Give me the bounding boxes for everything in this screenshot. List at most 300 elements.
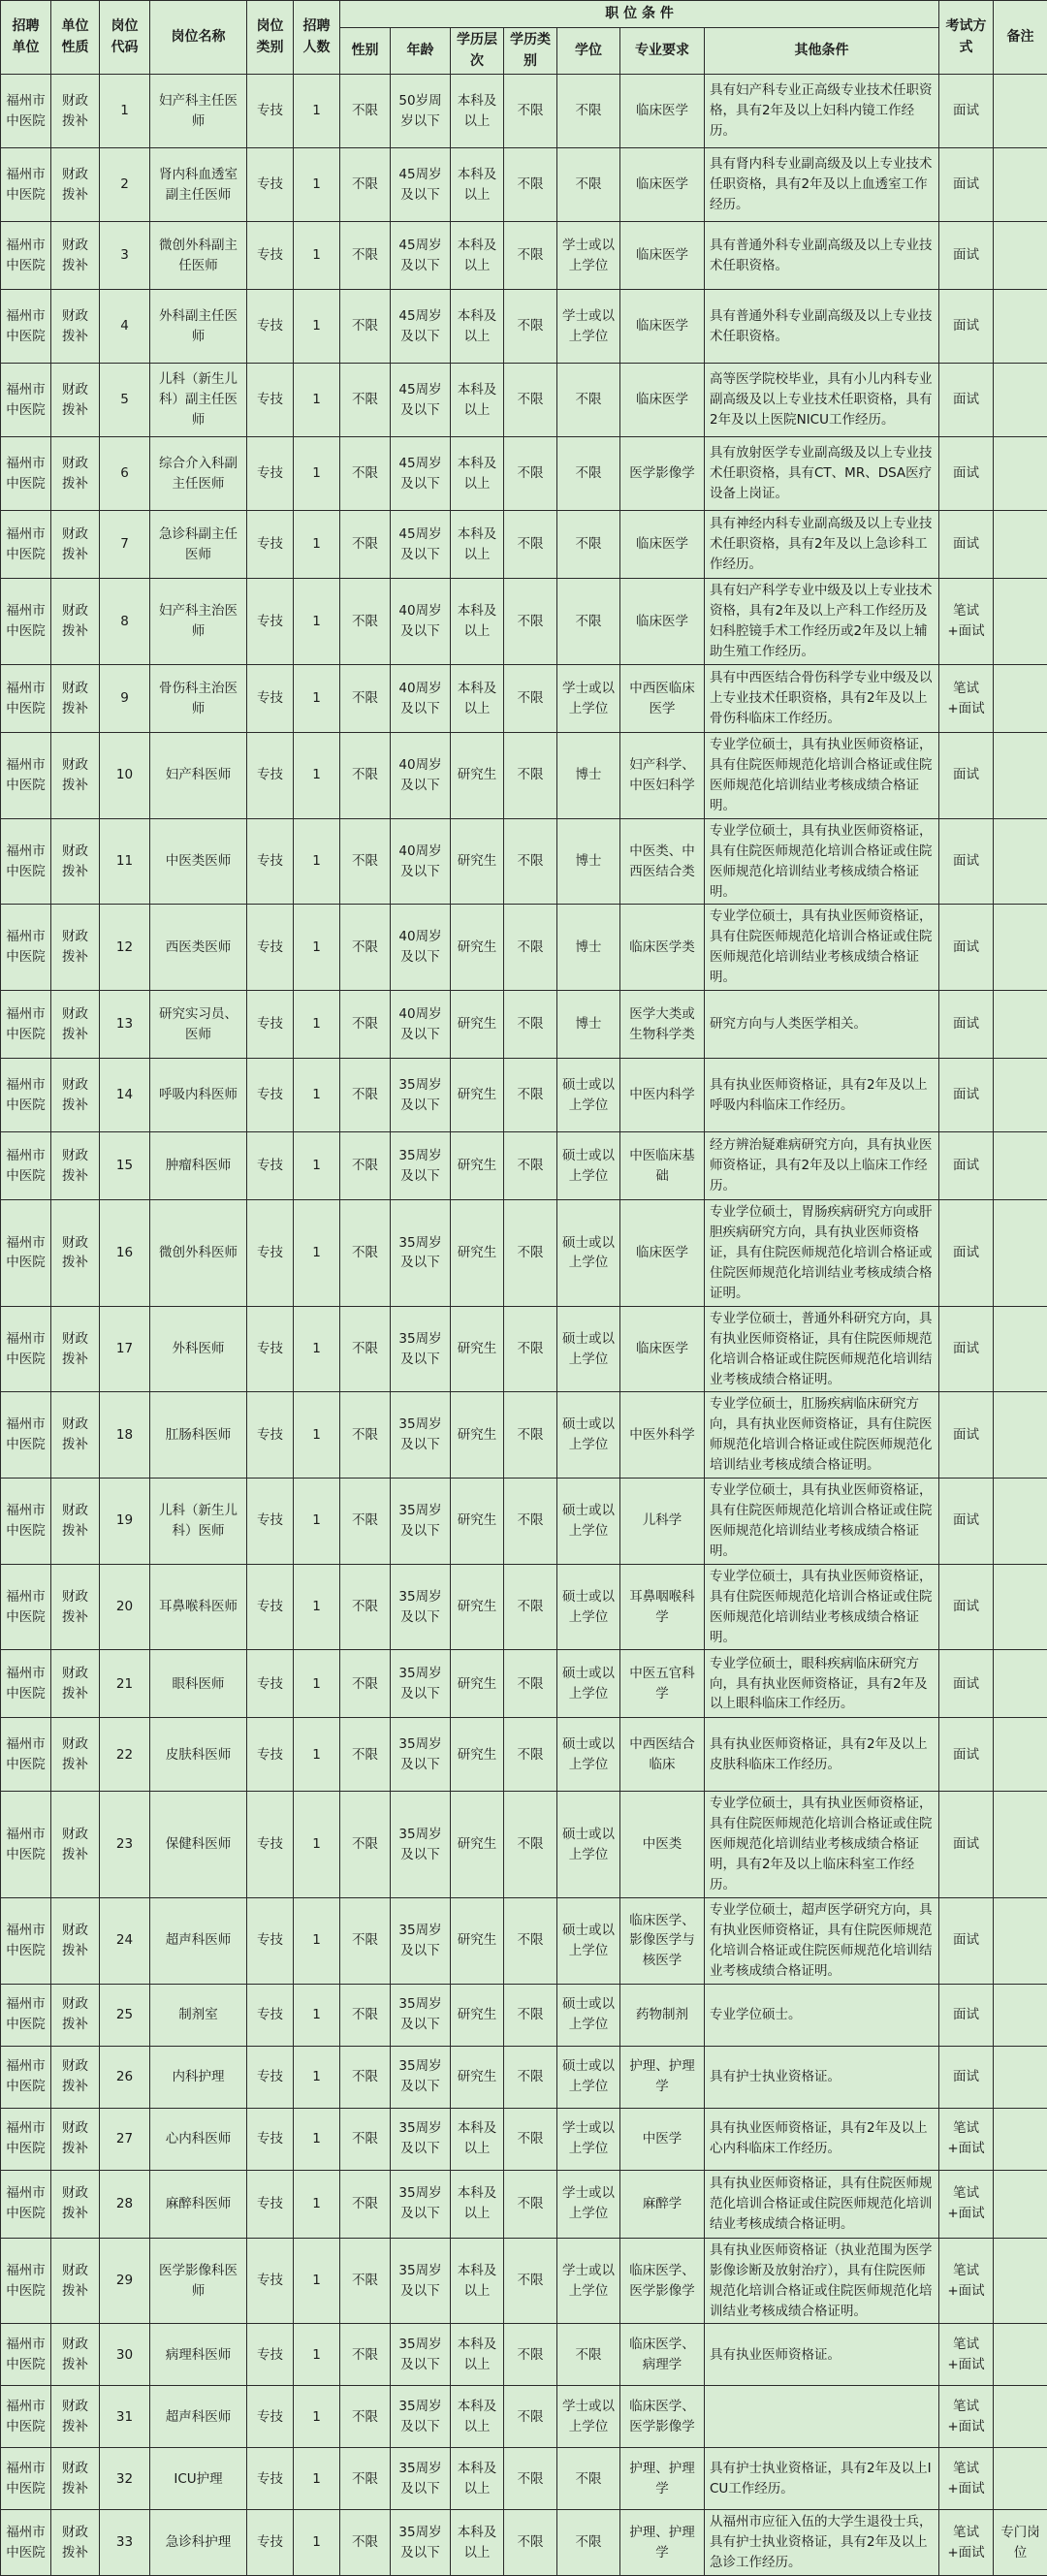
cell-remark [994, 818, 1047, 905]
cell-code: 13 [100, 991, 150, 1059]
cell-age: 35周岁及以下 [391, 1718, 451, 1792]
table-row [1, 1564, 1047, 1650]
cell-count: 1 [294, 665, 340, 733]
table-row [1, 2238, 1047, 2324]
cell-edu-category: 不限 [504, 290, 557, 364]
table-row [1, 1984, 1047, 2046]
cell-remark [994, 991, 1047, 1059]
cell-degree: 学士或以上学位 [557, 665, 620, 733]
cell-name: 儿科（新生儿科）副主任医师 [150, 364, 247, 437]
cell-other: 专业学位硕士，肛肠疾病临床研究方向，具有执业医师资格证，具有住院医师规范化培训合格证或住院医师规范化培训结业考核成绩合格证明。 [705, 1392, 939, 1479]
cell-code: 20 [100, 1564, 150, 1650]
cell-degree: 不限 [557, 148, 620, 222]
cell-gender: 不限 [340, 1132, 391, 1200]
cell-gender: 不限 [340, 1792, 391, 1898]
cell-gender: 不限 [340, 364, 391, 437]
cell-other: 专业学位硕士，普通外科研究方向，具有执业医师资格证，具有住院医师规范化培训合格证或住院医师规范化培训结业考核成绩合格证明。 [705, 1306, 939, 1392]
cell-nature: 财政拨补 [51, 2448, 100, 2510]
cell-education: 本科及以上 [451, 2448, 504, 2510]
cell-exam: 面试 [939, 148, 994, 222]
cell-edu-category: 不限 [504, 511, 557, 579]
cell-exam: 面试 [939, 364, 994, 437]
cell-code: 19 [100, 1479, 150, 1565]
cell-unit: 福州市中医院 [1, 148, 51, 222]
cell-education: 研究生 [451, 1132, 504, 1200]
cell-gender: 不限 [340, 1306, 391, 1392]
cell-age: 35周岁及以下 [391, 2108, 451, 2170]
cell-remark [994, 290, 1047, 364]
cell-education: 本科及以上 [451, 2238, 504, 2324]
cell-age: 35周岁及以下 [391, 1650, 451, 1718]
header-degree: 学位 [557, 28, 620, 75]
cell-category: 专技 [247, 2386, 294, 2448]
cell-exam: 面试 [939, 1718, 994, 1792]
cell-remark [994, 579, 1047, 665]
cell-degree: 不限 [557, 511, 620, 579]
cell-remark [994, 733, 1047, 819]
cell-count: 1 [294, 905, 340, 991]
cell-exam: 面试 [939, 1564, 994, 1650]
cell-education: 研究生 [451, 1059, 504, 1132]
cell-other: 具有普通外科专业副高级及以上专业技术任职资格。 [705, 222, 939, 290]
cell-category: 专技 [247, 2510, 294, 2576]
cell-education: 本科及以上 [451, 2510, 504, 2576]
cell-edu-category: 不限 [504, 2448, 557, 2510]
cell-other: 专业学位硕士。 [705, 1984, 939, 2046]
cell-other: 具有执业医师资格证，具有住院医师规范化培训合格证或住院医师规范化培训结业考核成绩合格证明。 [705, 2170, 939, 2238]
cell-major: 中西医结合临床 [620, 1718, 705, 1792]
cell-other: 具有中西医结合骨伤科学专业中级及以上专业技术任职资格，具有2年及以上骨伤科临床工作经历。 [705, 665, 939, 733]
cell-code: 26 [100, 2046, 150, 2108]
table-row [1, 222, 1047, 290]
cell-remark [994, 1200, 1047, 1307]
table-row [1, 991, 1047, 1059]
cell-count: 1 [294, 991, 340, 1059]
cell-category: 专技 [247, 364, 294, 437]
cell-count: 1 [294, 2386, 340, 2448]
cell-gender: 不限 [340, 1984, 391, 2046]
table-row [1, 1898, 1047, 1985]
cell-code: 17 [100, 1306, 150, 1392]
cell-age: 35周岁及以下 [391, 1200, 451, 1307]
table-row [1, 818, 1047, 905]
cell-unit: 福州市中医院 [1, 2510, 51, 2576]
cell-edu-category: 不限 [504, 905, 557, 991]
cell-nature: 财政拨补 [51, 75, 100, 148]
cell-gender: 不限 [340, 437, 391, 511]
cell-code: 31 [100, 2386, 150, 2448]
cell-code: 5 [100, 364, 150, 437]
cell-other: 具有妇产科专业正高级专业技术任职资格，具有2年及以上妇科内镜工作经历。 [705, 75, 939, 148]
cell-other: 专业学位硕士，具有执业医师资格证，具有住院医师规范化培训合格证或住院医师规范化培训结业考核成绩合格证明，具有2年及以上临床科室工作经历。 [705, 1792, 939, 1898]
cell-major: 中医临床基础 [620, 1132, 705, 1200]
cell-category: 专技 [247, 1792, 294, 1898]
cell-age: 35周岁及以下 [391, 1984, 451, 2046]
cell-nature: 财政拨补 [51, 818, 100, 905]
table-row [1, 2170, 1047, 2238]
cell-exam: 笔试+面试 [939, 665, 994, 733]
cell-age: 45周岁及以下 [391, 511, 451, 579]
table-row [1, 2510, 1047, 2576]
cell-edu-category: 不限 [504, 1479, 557, 1565]
cell-other: 具有护士执业资格证。 [705, 2046, 939, 2108]
cell-exam: 面试 [939, 1059, 994, 1132]
cell-unit: 福州市中医院 [1, 290, 51, 364]
cell-exam: 面试 [939, 511, 994, 579]
cell-education: 研究生 [451, 1718, 504, 1792]
cell-other [705, 2386, 939, 2448]
cell-category: 专技 [247, 2324, 294, 2386]
cell-age: 35周岁及以下 [391, 1392, 451, 1479]
cell-count: 1 [294, 148, 340, 222]
cell-name: 医学影像科医师 [150, 2238, 247, 2324]
cell-remark [994, 2324, 1047, 2386]
cell-gender: 不限 [340, 222, 391, 290]
cell-edu-category: 不限 [504, 665, 557, 733]
cell-other: 具有执业医师资格证。 [705, 2324, 939, 2386]
cell-major: 中医类、中西医结合类 [620, 818, 705, 905]
cell-category: 专技 [247, 905, 294, 991]
cell-count: 1 [294, 733, 340, 819]
cell-degree: 不限 [557, 2510, 620, 2576]
cell-count: 1 [294, 1479, 340, 1565]
cell-edu-category: 不限 [504, 1306, 557, 1392]
cell-remark [994, 2108, 1047, 2170]
cell-education: 研究生 [451, 1306, 504, 1392]
cell-unit: 福州市中医院 [1, 2238, 51, 2324]
cell-gender: 不限 [340, 2324, 391, 2386]
cell-degree: 学士或以上学位 [557, 290, 620, 364]
table-row [1, 1132, 1047, 1200]
cell-name: 心内科医师 [150, 2108, 247, 2170]
cell-count: 1 [294, 1564, 340, 1650]
cell-gender: 不限 [340, 665, 391, 733]
cell-exam: 面试 [939, 733, 994, 819]
cell-exam: 面试 [939, 1132, 994, 1200]
cell-unit: 福州市中医院 [1, 818, 51, 905]
cell-education: 本科及以上 [451, 364, 504, 437]
cell-remark [994, 665, 1047, 733]
cell-gender: 不限 [340, 818, 391, 905]
cell-name: 超声科医师 [150, 2386, 247, 2448]
cell-remark [994, 1792, 1047, 1898]
cell-degree: 博士 [557, 905, 620, 991]
cell-age: 35周岁及以下 [391, 1132, 451, 1200]
cell-exam: 笔试+面试 [939, 2170, 994, 2238]
cell-education: 本科及以上 [451, 665, 504, 733]
cell-code: 9 [100, 665, 150, 733]
cell-code: 7 [100, 511, 150, 579]
cell-major: 临床医学、医学影像学 [620, 2386, 705, 2448]
cell-exam: 笔试+面试 [939, 2324, 994, 2386]
cell-unit: 福州市中医院 [1, 1898, 51, 1985]
cell-name: 超声科医师 [150, 1898, 247, 1985]
cell-education: 研究生 [451, 991, 504, 1059]
cell-gender: 不限 [340, 1479, 391, 1565]
header-major: 专业要求 [620, 28, 705, 75]
cell-degree: 不限 [557, 2448, 620, 2510]
cell-count: 1 [294, 2324, 340, 2386]
cell-exam: 面试 [939, 1479, 994, 1565]
cell-unit: 福州市中医院 [1, 733, 51, 819]
table-row [1, 1792, 1047, 1898]
cell-education: 本科及以上 [451, 75, 504, 148]
cell-education: 本科及以上 [451, 148, 504, 222]
cell-education: 研究生 [451, 2046, 504, 2108]
cell-major: 妇产科学、中医妇科学 [620, 733, 705, 819]
cell-unit: 福州市中医院 [1, 1718, 51, 1792]
cell-edu-category: 不限 [504, 148, 557, 222]
cell-exam: 面试 [939, 1984, 994, 2046]
cell-nature: 财政拨补 [51, 1392, 100, 1479]
cell-name: 保健科医师 [150, 1792, 247, 1898]
cell-other: 具有护士执业资格证，具有2年及以上ICU工作经历。 [705, 2448, 939, 2510]
cell-category: 专技 [247, 2046, 294, 2108]
cell-edu-category: 不限 [504, 1059, 557, 1132]
cell-degree: 硕士或以上学位 [557, 1306, 620, 1392]
cell-count: 1 [294, 222, 340, 290]
cell-edu-category: 不限 [504, 2324, 557, 2386]
table-row [1, 905, 1047, 991]
cell-age: 40周岁及以下 [391, 579, 451, 665]
cell-major: 中西医临床医学 [620, 665, 705, 733]
cell-nature: 财政拨补 [51, 1564, 100, 1650]
cell-nature: 财政拨补 [51, 1200, 100, 1307]
cell-code: 6 [100, 437, 150, 511]
cell-code: 32 [100, 2448, 150, 2510]
cell-count: 1 [294, 1718, 340, 1792]
cell-other: 专业学位硕士，具有执业医师资格证，具有住院医师规范化培训合格证或住院医师规范化培训结业考核成绩合格证明。 [705, 818, 939, 905]
cell-name: 儿科（新生儿科）医师 [150, 1479, 247, 1565]
cell-degree: 博士 [557, 733, 620, 819]
cell-code: 4 [100, 290, 150, 364]
cell-remark [994, 1306, 1047, 1392]
cell-nature: 财政拨补 [51, 1306, 100, 1392]
cell-edu-category: 不限 [504, 2386, 557, 2448]
cell-nature: 财政拨补 [51, 1718, 100, 1792]
table-row [1, 75, 1047, 148]
cell-unit: 福州市中医院 [1, 579, 51, 665]
cell-major: 护理、护理学 [620, 2510, 705, 2576]
cell-remark [994, 1132, 1047, 1200]
cell-nature: 财政拨补 [51, 1650, 100, 1718]
table-row [1, 1306, 1047, 1392]
cell-exam: 面试 [939, 1306, 994, 1392]
cell-age: 40周岁及以下 [391, 733, 451, 819]
cell-major: 临床医学 [620, 579, 705, 665]
cell-age: 35周岁及以下 [391, 2324, 451, 2386]
cell-age: 35周岁及以下 [391, 2238, 451, 2324]
cell-gender: 不限 [340, 511, 391, 579]
cell-name: 妇产科主任医师 [150, 75, 247, 148]
cell-major: 中医内科学 [620, 1059, 705, 1132]
cell-category: 专技 [247, 818, 294, 905]
cell-code: 3 [100, 222, 150, 290]
cell-category: 专技 [247, 665, 294, 733]
cell-category: 专技 [247, 511, 294, 579]
cell-exam: 笔试+面试 [939, 2448, 994, 2510]
cell-unit: 福州市中医院 [1, 1984, 51, 2046]
cell-edu-category: 不限 [504, 1392, 557, 1479]
cell-gender: 不限 [340, 1200, 391, 1307]
cell-major: 儿科学 [620, 1479, 705, 1565]
cell-exam: 笔试+面试 [939, 2510, 994, 2576]
cell-name: 外科医师 [150, 1306, 247, 1392]
cell-unit: 福州市中医院 [1, 222, 51, 290]
cell-exam: 笔试+面试 [939, 579, 994, 665]
cell-category: 专技 [247, 1898, 294, 1985]
cell-code: 27 [100, 2108, 150, 2170]
cell-major: 临床医学 [620, 511, 705, 579]
cell-unit: 福州市中医院 [1, 1479, 51, 1565]
header-nature: 单位性质 [51, 1, 100, 75]
cell-exam: 面试 [939, 905, 994, 991]
table-row [1, 364, 1047, 437]
header-remark: 备注 [994, 1, 1047, 75]
cell-major: 临床医学 [620, 1200, 705, 1307]
cell-remark [994, 2046, 1047, 2108]
cell-category: 专技 [247, 991, 294, 1059]
cell-remark [994, 905, 1047, 991]
cell-major: 临床医学、医学影像学 [620, 2238, 705, 2324]
cell-edu-category: 不限 [504, 1718, 557, 1792]
cell-count: 1 [294, 2238, 340, 2324]
cell-exam: 面试 [939, 222, 994, 290]
cell-exam: 笔试+面试 [939, 2108, 994, 2170]
cell-category: 专技 [247, 733, 294, 819]
cell-category: 专技 [247, 148, 294, 222]
cell-code: 22 [100, 1718, 150, 1792]
cell-nature: 财政拨补 [51, 1898, 100, 1985]
cell-category: 专技 [247, 579, 294, 665]
cell-name: 妇产科主治医师 [150, 579, 247, 665]
cell-nature: 财政拨补 [51, 290, 100, 364]
cell-major: 耳鼻咽喉科学 [620, 1564, 705, 1650]
cell-unit: 福州市中医院 [1, 1059, 51, 1132]
cell-nature: 财政拨补 [51, 2238, 100, 2324]
cell-other: 具有肾内科专业副高级及以上专业技术任职资格，具有2年及以上血透室工作经历。 [705, 148, 939, 222]
cell-remark [994, 364, 1047, 437]
header-exam: 考试方式 [939, 1, 994, 75]
cell-remark [994, 511, 1047, 579]
cell-gender: 不限 [340, 2170, 391, 2238]
cell-code: 1 [100, 75, 150, 148]
cell-nature: 财政拨补 [51, 1132, 100, 1200]
cell-remark [994, 1392, 1047, 1479]
table-row [1, 2324, 1047, 2386]
cell-nature: 财政拨补 [51, 1792, 100, 1898]
cell-name: 制剂室 [150, 1984, 247, 2046]
cell-edu-category: 不限 [504, 1132, 557, 1200]
cell-age: 40周岁及以下 [391, 818, 451, 905]
cell-nature: 财政拨补 [51, 991, 100, 1059]
table-row [1, 2046, 1047, 2108]
cell-age: 35周岁及以下 [391, 1306, 451, 1392]
cell-age: 35周岁及以下 [391, 2448, 451, 2510]
cell-code: 10 [100, 733, 150, 819]
cell-major: 临床医学、病理学 [620, 2324, 705, 2386]
cell-name: 急诊科副主任医师 [150, 511, 247, 579]
cell-unit: 福州市中医院 [1, 511, 51, 579]
cell-nature: 财政拨补 [51, 511, 100, 579]
cell-code: 28 [100, 2170, 150, 2238]
cell-gender: 不限 [340, 1564, 391, 1650]
cell-major: 中医学 [620, 2108, 705, 2170]
cell-code: 12 [100, 905, 150, 991]
cell-education: 研究生 [451, 1650, 504, 1718]
cell-gender: 不限 [340, 1650, 391, 1718]
cell-category: 专技 [247, 222, 294, 290]
cell-other: 专业学位硕士，具有执业医师资格证，具有住院医师规范化培训合格证或住院医师规范化培训结业考核成绩合格证明。 [705, 905, 939, 991]
cell-major: 临床医学 [620, 148, 705, 222]
header-other: 其他条件 [705, 28, 939, 75]
cell-education: 本科及以上 [451, 437, 504, 511]
cell-age: 35周岁及以下 [391, 1059, 451, 1132]
cell-count: 1 [294, 1984, 340, 2046]
table-row [1, 2108, 1047, 2170]
cell-unit: 福州市中医院 [1, 2170, 51, 2238]
cell-unit: 福州市中医院 [1, 1132, 51, 1200]
cell-edu-category: 不限 [504, 579, 557, 665]
cell-other: 专业学位硕士，眼科疾病临床研究方向，具有执业医师资格证，具有2年及以上眼科临床工作经历。 [705, 1650, 939, 1718]
cell-code: 14 [100, 1059, 150, 1132]
cell-degree: 不限 [557, 437, 620, 511]
cell-age: 40周岁及以下 [391, 991, 451, 1059]
cell-nature: 财政拨补 [51, 665, 100, 733]
cell-name: 呼吸内科医师 [150, 1059, 247, 1132]
cell-age: 45周岁及以下 [391, 222, 451, 290]
cell-education: 本科及以上 [451, 511, 504, 579]
cell-category: 专技 [247, 1650, 294, 1718]
cell-unit: 福州市中医院 [1, 1792, 51, 1898]
cell-count: 1 [294, 290, 340, 364]
cell-age: 45周岁及以下 [391, 290, 451, 364]
cell-edu-category: 不限 [504, 1200, 557, 1307]
cell-gender: 不限 [340, 2046, 391, 2108]
cell-count: 1 [294, 2448, 340, 2510]
cell-code: 16 [100, 1200, 150, 1307]
cell-age: 45周岁及以下 [391, 148, 451, 222]
cell-nature: 财政拨补 [51, 1059, 100, 1132]
cell-major: 药物制剂 [620, 1984, 705, 2046]
cell-exam: 面试 [939, 1898, 994, 1985]
cell-gender: 不限 [340, 290, 391, 364]
cell-name: 病理科医师 [150, 2324, 247, 2386]
cell-major: 临床医学 [620, 290, 705, 364]
cell-category: 专技 [247, 437, 294, 511]
cell-age: 35周岁及以下 [391, 2170, 451, 2238]
cell-unit: 福州市中医院 [1, 437, 51, 511]
cell-gender: 不限 [340, 1392, 391, 1479]
cell-name: 皮肤科医师 [150, 1718, 247, 1792]
cell-age: 40周岁及以下 [391, 665, 451, 733]
cell-count: 1 [294, 437, 340, 511]
cell-nature: 财政拨补 [51, 2510, 100, 2576]
table-row [1, 1392, 1047, 1479]
cell-category: 专技 [247, 2108, 294, 2170]
cell-edu-category: 不限 [504, 818, 557, 905]
cell-gender: 不限 [340, 579, 391, 665]
cell-count: 1 [294, 579, 340, 665]
cell-count: 1 [294, 818, 340, 905]
cell-edu-category: 不限 [504, 1564, 557, 1650]
cell-unit: 福州市中医院 [1, 364, 51, 437]
cell-degree: 不限 [557, 364, 620, 437]
table-row [1, 1718, 1047, 1792]
cell-remark [994, 2448, 1047, 2510]
cell-remark [994, 75, 1047, 148]
cell-count: 1 [294, 1132, 340, 1200]
